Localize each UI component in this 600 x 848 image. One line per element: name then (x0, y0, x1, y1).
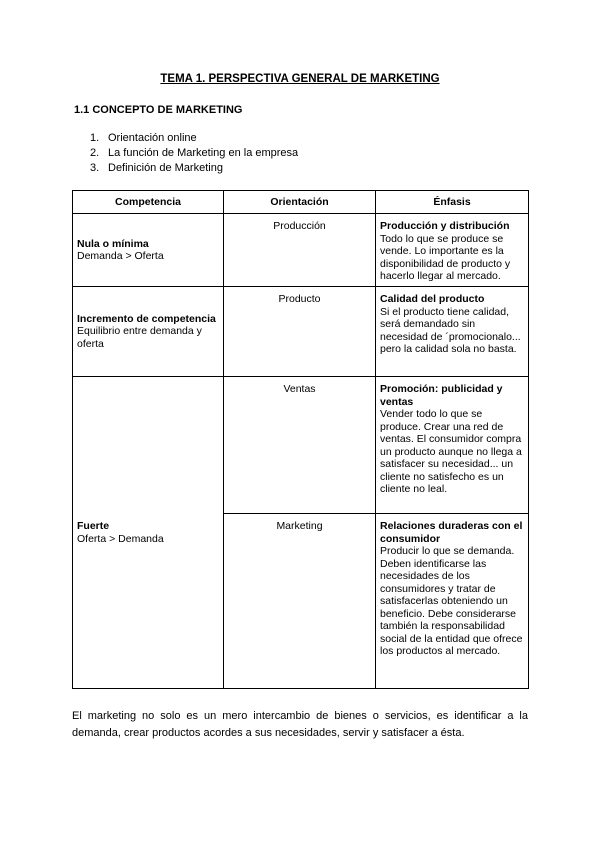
competencia-desc: Oferta > Demanda (77, 532, 164, 545)
table-row (73, 377, 529, 514)
enfasis-cell (376, 287, 529, 377)
competencia-title: Fuerte (77, 520, 110, 532)
list-number: 3. (90, 162, 100, 174)
list-item (90, 161, 298, 176)
list-text: Definición de Marketing (108, 162, 223, 174)
orientacion-cell: Ventas (224, 377, 376, 514)
page-title: TEMA 1. PERSPECTIVA GENERAL DE MARKETING (160, 73, 440, 85)
orientacion-cell: Marketing (224, 514, 376, 689)
orientacion-cell: Producto (224, 287, 376, 377)
marketing-table (72, 190, 529, 689)
header-orientacion: Orientación (224, 191, 376, 214)
header-enfasis: Énfasis (376, 191, 529, 214)
competencia-desc: Demanda > Oferta (77, 250, 164, 262)
section-heading: 1.1 CONCEPTO DE MARKETING (74, 104, 243, 116)
competencia-title: Incremento de competencia (77, 312, 216, 325)
competencia-title: Nula o mínima (77, 237, 149, 250)
enfasis-title: Producción y distribución (380, 220, 510, 232)
list-item (90, 146, 298, 161)
list-number: 2. (90, 147, 100, 159)
enfasis-desc: Si el producto tiene calidad, será demandado sin necesidad de ´promocionalo... pero la calidad sola no basta. (380, 305, 521, 355)
enfasis-cell (376, 514, 529, 689)
body-paragraph: El marketing no solo es un mero intercambio de bienes o servicios, es identificar a la demanda, crear productos acordes a sus necesidades, servir y satisfacer a ésta. (72, 710, 528, 739)
competencia-cell (73, 214, 224, 287)
list-number: 1. (90, 132, 100, 144)
enfasis-title: Promoción: publicidad y ventas (380, 383, 503, 408)
orientacion-cell: Producción (224, 214, 376, 287)
competencia-desc: Equilibrio entre demanda y oferta (77, 325, 202, 350)
list-text: Orientación online (108, 132, 197, 144)
enfasis-title: Calidad del producto (380, 293, 485, 305)
list-text: La función de Marketing en la empresa (108, 147, 299, 159)
enfasis-desc: Vender todo lo que se produce. Crear una red de ventas. El consumidor compra un producto aunque no llega a satisfacer su necesidad... un cliente no satisfecho es un cliente no leal. (380, 408, 522, 495)
header-competencia: Competencia (73, 191, 224, 214)
table-row (73, 287, 529, 377)
topic-list (90, 131, 298, 176)
enfasis-desc: Producir lo que se demanda. Deben identificarse las necesidades de los consumidores y tratar de satisfacerlas obteniendo un beneficio. Debe considerarse también la responsabilidad social de la entidad que ofrece los productos al mercado. (380, 545, 523, 657)
enfasis-cell (376, 377, 529, 514)
competencia-cell (73, 287, 224, 377)
enfasis-title: Relaciones duraderas con el consumidor (380, 520, 523, 545)
enfasis-desc: Todo lo que se produce se vende. Lo importante es la disponibilidad de producto y hacerlo llegar al mercado. (380, 232, 511, 282)
enfasis-cell (376, 214, 529, 287)
table-header-row (73, 191, 529, 214)
table-row (73, 214, 529, 287)
competencia-cell (73, 377, 224, 689)
list-item (90, 131, 298, 146)
